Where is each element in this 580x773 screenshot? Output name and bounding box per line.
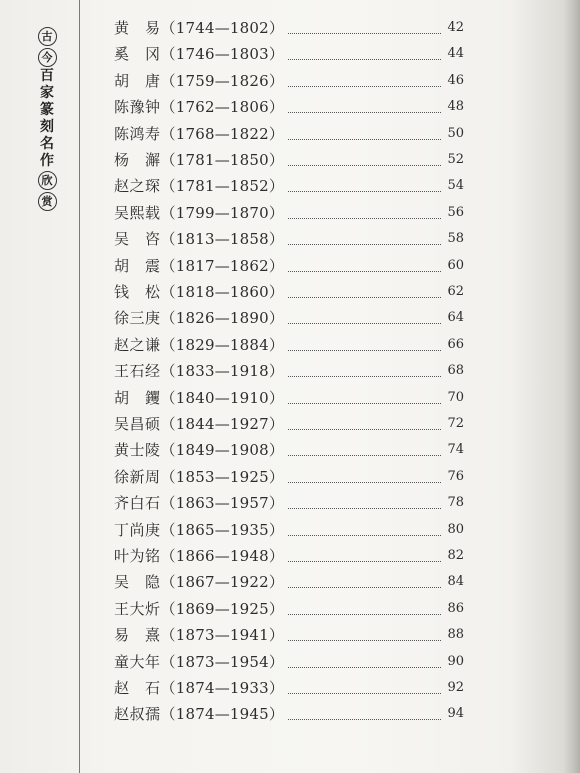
- dot-leader: [288, 138, 441, 140]
- artist-years: （1863—1957）: [160, 494, 285, 513]
- page-number: 42: [447, 20, 464, 35]
- artist-name: 徐三庚: [114, 309, 161, 328]
- page-number: 64: [447, 310, 464, 326]
- page-number: 70: [447, 389, 464, 405]
- artist-name: 胡 唐: [114, 71, 161, 90]
- page-number: 90: [447, 653, 464, 669]
- page-number: 78: [447, 495, 464, 511]
- page-number: 48: [447, 99, 464, 115]
- page-number: 66: [447, 336, 464, 352]
- artist-name: 吴昌硕: [114, 415, 161, 433]
- artist-name: 吴 隐: [114, 573, 161, 592]
- dot-leader: [288, 296, 441, 298]
- artist-years: （1873—1941）: [160, 626, 285, 645]
- artist-years: （1873—1954）: [160, 652, 285, 671]
- artist-years: （1867—1922）: [160, 573, 285, 592]
- dot-leader: [288, 217, 441, 219]
- page-number: 54: [447, 178, 464, 194]
- artist-years: （1829—1884）: [160, 335, 285, 354]
- artist-name: 陈豫钟: [114, 98, 161, 117]
- toc-entry[interactable]: [114, 461, 464, 487]
- title-seal-char: 赏: [38, 192, 57, 211]
- artist-name: 叶为铭: [114, 547, 161, 565]
- page-number: 52: [447, 152, 464, 167]
- artist-years: （1874—1945）: [160, 705, 285, 724]
- artist-name: 齐白石: [114, 494, 161, 513]
- artist-years: （1768—1822）: [160, 124, 285, 143]
- toc-entry[interactable]: [114, 355, 464, 381]
- artist-years: （1818—1860）: [160, 283, 285, 301]
- artist-years: （1759—1826）: [160, 71, 285, 90]
- dot-leader: [288, 639, 441, 641]
- artist-name: 吴熙载: [114, 203, 161, 222]
- dot-leader: [288, 164, 441, 166]
- artist-years: （1762—1806）: [160, 98, 285, 117]
- dot-leader: [288, 666, 441, 668]
- artist-years: （1844—1927）: [160, 415, 285, 433]
- toc-entry[interactable]: [114, 540, 464, 566]
- side-book-title: [33, 26, 61, 212]
- artist-years: （1840—1910）: [160, 388, 285, 407]
- artist-name: 钱 松: [114, 283, 161, 301]
- page-number: 44: [447, 46, 464, 62]
- dot-leader: [288, 534, 441, 536]
- page-number: 88: [447, 627, 464, 643]
- artist-years: （1833—1918）: [160, 362, 285, 381]
- dot-leader: [288, 402, 441, 404]
- title-char: 篆: [40, 102, 54, 118]
- toc-entry[interactable]: [114, 514, 464, 540]
- page-number: 62: [447, 284, 464, 299]
- page-number: 46: [447, 72, 464, 88]
- dot-leader: [288, 613, 441, 615]
- artist-name: 王大炘: [114, 599, 161, 618]
- toc-entry[interactable]: [114, 302, 464, 328]
- title-char: 刻: [40, 119, 54, 135]
- page-number: 60: [447, 257, 464, 273]
- dot-leader: [288, 718, 441, 720]
- toc-entry[interactable]: [114, 276, 464, 302]
- artist-years: （1869—1925）: [160, 599, 285, 618]
- artist-name: 赵叔孺: [114, 705, 161, 724]
- toc-entry[interactable]: [114, 197, 464, 223]
- toc-entry[interactable]: [114, 223, 464, 249]
- toc-entry[interactable]: [114, 250, 464, 276]
- toc-entry[interactable]: [114, 672, 464, 698]
- toc-entry[interactable]: [114, 646, 464, 672]
- artist-years: （1813—1858）: [160, 230, 285, 249]
- artist-name: 赵之琛: [114, 177, 161, 196]
- artist-name: 吴 咨: [114, 230, 161, 249]
- artist-name: 徐新周: [114, 467, 161, 486]
- title-char: 名: [40, 136, 54, 152]
- page-number: 84: [447, 574, 464, 590]
- artist-years: （1866—1948）: [160, 547, 285, 565]
- toc-entry[interactable]: [114, 12, 464, 38]
- dot-leader: [288, 111, 441, 113]
- page-number: 92: [447, 680, 464, 695]
- artist-years: （1874—1933）: [160, 679, 285, 697]
- artist-name: 陈鸿寿: [114, 124, 161, 143]
- artist-name: 赵 石: [114, 679, 161, 697]
- artist-years: （1826—1890）: [160, 309, 285, 328]
- title-seal-char: 今: [38, 48, 57, 67]
- dot-leader: [288, 507, 441, 509]
- page-gutter-shadow: [564, 0, 580, 773]
- dot-leader: [288, 481, 441, 483]
- artist-name: 王石经: [114, 362, 161, 381]
- page-number: 68: [447, 363, 464, 379]
- toc-entry[interactable]: [114, 593, 464, 619]
- toc-entry[interactable]: [114, 566, 464, 592]
- artist-name: 童大年: [114, 652, 161, 671]
- title-seal-char: 欣: [38, 171, 57, 190]
- title-seal-char: 古: [38, 27, 57, 46]
- toc-entry[interactable]: [114, 38, 464, 64]
- artist-name: 黄 易: [114, 19, 161, 37]
- toc-entry[interactable]: [114, 170, 464, 196]
- title-char: 家: [40, 85, 54, 101]
- dot-leader: [288, 454, 441, 456]
- dot-leader: [288, 85, 441, 87]
- page-number: 50: [447, 125, 464, 141]
- page-number: 82: [447, 548, 464, 563]
- artist-name: 胡 震: [114, 256, 161, 275]
- page-number: 86: [447, 600, 464, 616]
- artist-name: 赵之谦: [114, 335, 161, 354]
- page-number: 74: [447, 442, 464, 458]
- toc-entry[interactable]: [114, 118, 464, 144]
- artist-name: 易 熹: [114, 626, 161, 645]
- artist-years: （1853—1925）: [160, 467, 285, 486]
- title-char: 作: [40, 153, 54, 169]
- toc-entry[interactable]: [114, 408, 464, 434]
- dot-leader: [288, 560, 441, 562]
- page-number: 72: [447, 416, 464, 431]
- page-number: 94: [447, 706, 464, 722]
- dot-leader: [288, 349, 441, 351]
- artist-years: （1799—1870）: [160, 203, 285, 222]
- toc-entry[interactable]: [114, 698, 464, 724]
- artist-years: （1781—1850）: [160, 151, 285, 169]
- dot-leader: [288, 243, 441, 245]
- page-number: 76: [447, 468, 464, 484]
- dot-leader: [288, 32, 441, 34]
- dot-leader: [288, 692, 441, 694]
- artist-years: （1746—1803）: [160, 45, 285, 64]
- toc-entry[interactable]: [114, 619, 464, 645]
- toc-entry[interactable]: [114, 329, 464, 355]
- title-char: 百: [40, 68, 54, 84]
- dot-leader: [288, 586, 441, 588]
- artist-years: （1817—1862）: [160, 256, 285, 275]
- toc-entry[interactable]: [114, 144, 464, 170]
- toc-entry[interactable]: [114, 65, 464, 91]
- toc-entry[interactable]: [114, 487, 464, 513]
- margin-rule: [79, 0, 80, 773]
- artist-name: 杨 澥: [114, 151, 161, 169]
- artist-years: （1849—1908）: [160, 441, 285, 460]
- dot-leader: [288, 375, 441, 377]
- dot-leader: [288, 190, 441, 192]
- dot-leader: [288, 322, 441, 324]
- artist-name: 黄士陵: [114, 441, 161, 460]
- page-number: 58: [447, 231, 464, 247]
- page-number: 56: [447, 204, 464, 220]
- artist-name: 奚 冈: [114, 45, 161, 64]
- artist-years: （1781—1852）: [160, 177, 285, 196]
- artist-name: 胡 钁: [114, 388, 161, 407]
- artist-years: （1865—1935）: [160, 520, 285, 539]
- dot-leader: [288, 270, 441, 272]
- artist-years: （1744—1802）: [160, 19, 285, 37]
- toc-entry[interactable]: [114, 91, 464, 117]
- dot-leader: [288, 58, 441, 60]
- artist-name: 丁尚庚: [114, 520, 161, 539]
- page-number: 80: [447, 521, 464, 537]
- toc-entry[interactable]: [114, 382, 464, 408]
- toc-entry[interactable]: [114, 434, 464, 460]
- dot-leader: [288, 428, 441, 430]
